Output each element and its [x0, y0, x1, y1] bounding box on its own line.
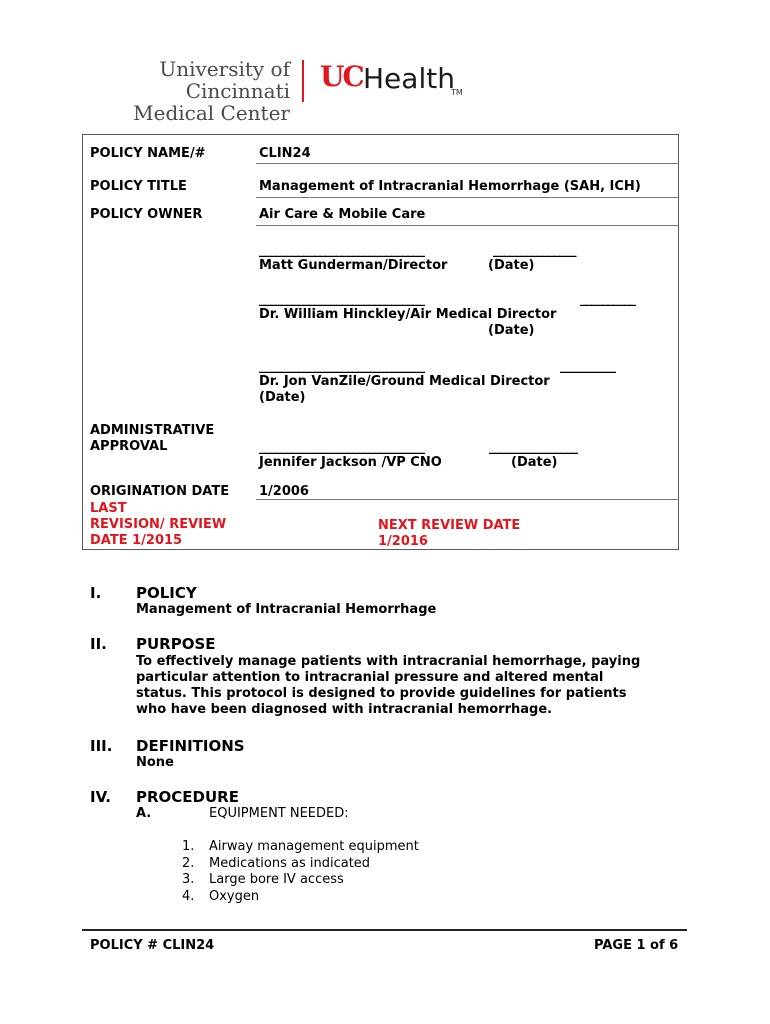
section-title-purpose: PURPOSE [136, 635, 216, 653]
university-name: University of Cincinnati [159, 57, 290, 103]
policy-owner-value: Air Care & Mobile Care [259, 207, 426, 222]
section-number: IV. [90, 788, 111, 806]
signatory-name: Dr. William Hinckley/Air Medical Director [259, 307, 557, 322]
trademark: TM [451, 88, 463, 97]
definitions-text: None [136, 755, 174, 770]
section-title-definitions: DEFINITIONS [136, 737, 245, 755]
footer-policy-number: POLICY # CLIN24 [90, 938, 215, 953]
admin-approval-label [90, 423, 214, 455]
list-item-number: 4. [182, 888, 195, 904]
list-item-number: 3. [182, 872, 195, 887]
last-revision-line2: REVISION/ REVIEW [90, 517, 227, 532]
policy-title-value: Management of Intracranial Hemorrhage (SAH, ICH) [259, 179, 641, 194]
equipment-list [182, 839, 419, 905]
policy-name-label: POLICY NAME/# [90, 146, 206, 161]
signatory-name: Dr. Jon VanZile/Ground Medical Director [259, 374, 550, 389]
signature-line: ______________________________ [259, 243, 424, 258]
signatory-name: Jennifer Jackson /VP CNO [259, 455, 442, 470]
row-divider [256, 225, 679, 226]
uc-health-mark-icon: UC [320, 60, 363, 93]
purpose-line: status. This protocol is designed to provide guidelines for patients [136, 686, 627, 701]
signature-line: ______________________________ [259, 440, 424, 455]
signatory-date: (Date) [511, 455, 558, 470]
health-wordmark: Health [363, 62, 455, 95]
origination-date-label: ORIGINATION DATE [90, 484, 230, 499]
origination-date-value: 1/2006 [259, 484, 309, 499]
admin-approval-label-line2: APPROVAL [90, 439, 168, 454]
list-item-text: Large bore IV access [209, 872, 344, 887]
policy-title-label: POLICY TITLE [90, 179, 187, 194]
signatory-date: (Date) [488, 258, 535, 273]
policy-name-value: CLIN24 [259, 146, 311, 161]
row-divider [256, 163, 679, 164]
list-item [182, 856, 419, 873]
list-item [182, 872, 419, 889]
medical-center-name: Medical Center [133, 101, 290, 125]
last-revision-block [90, 501, 226, 549]
signature-line: ______________________________ [259, 359, 424, 374]
purpose-line: who have been diagnosed with intracranial hemorrhage. [136, 702, 553, 717]
footer-rule [82, 929, 687, 931]
date-line: _______________ [493, 243, 576, 258]
signatory-date: (Date) [488, 323, 535, 338]
signature-line: ______________________________ [259, 292, 424, 307]
list-item-text: Medications as indicated [209, 855, 371, 871]
footer-page-number: PAGE 1 of 6 [594, 938, 679, 953]
purpose-line: particular attention to intracranial pressure and altered mental [136, 670, 604, 685]
section-number: III. [90, 737, 113, 755]
row-divider [256, 197, 679, 198]
row-divider [256, 499, 679, 500]
subsection-letter: A. [136, 806, 152, 821]
last-revision-line1: LAST [90, 501, 127, 516]
next-review-block [378, 518, 520, 550]
subsection-title-equipment: EQUIPMENT NEEDED: [209, 806, 349, 821]
section-number: I. [90, 584, 102, 602]
policy-owner-label: POLICY OWNER [90, 207, 203, 222]
signatory-name: Matt Gunderman/Director [259, 258, 448, 273]
list-item-text: Oxygen [209, 888, 260, 904]
last-revision-line3: DATE 1/2015 [90, 533, 183, 548]
university-logo-text [80, 58, 290, 124]
section-title-procedure: PROCEDURE [136, 788, 239, 806]
next-review-value: 1/2016 [378, 534, 428, 549]
policy-text: Management of Intracranial Hemorrhage [136, 602, 437, 617]
date-line: ________________ [489, 440, 577, 455]
admin-approval-label-line1: ADMINISTRATIVE [90, 423, 215, 438]
purpose-text [136, 654, 686, 718]
list-item-number: 1. [182, 839, 195, 854]
signatory-date: (Date) [259, 390, 306, 405]
list-item [182, 889, 419, 906]
date-line: __________ [560, 359, 615, 374]
list-item [182, 839, 419, 856]
purpose-line: To effectively manage patients with intracranial hemorrhage, paying [136, 654, 641, 669]
list-item-text: Airway management equipment [209, 839, 419, 854]
next-review-label: NEXT REVIEW DATE [378, 518, 521, 533]
list-item-number: 2. [182, 855, 195, 871]
section-title-policy: POLICY [136, 584, 197, 602]
logo-divider [302, 60, 304, 102]
section-number: II. [90, 635, 107, 653]
date-line: __________ [580, 292, 635, 307]
